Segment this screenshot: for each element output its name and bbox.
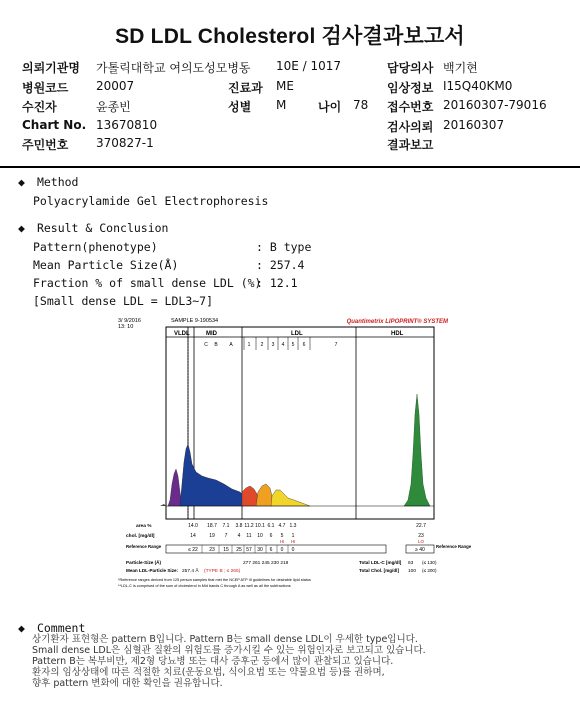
chart-value: 13670810 [96, 118, 158, 132]
area-value: 7.1 [222, 523, 230, 529]
chart-label: Chart No. [22, 118, 87, 132]
chol-value: 5 [280, 533, 284, 539]
ref-value: ≤ 22 [188, 547, 198, 553]
age-label: 나이 [318, 100, 342, 114]
receipt-label: 접수번호 [387, 100, 434, 114]
doctor-label: 담당의사 [387, 61, 434, 75]
figure-date: 3/ 9/2016 [118, 318, 141, 324]
ref-label: Reference Range [126, 544, 162, 549]
area-label: area % [136, 524, 152, 529]
sdldl-note: [Small dense LDL = LDL3~7] [33, 294, 214, 308]
institution-value: 가톨릭대학교 여의도성모병동 [96, 61, 251, 75]
lipoprint-figure [116, 314, 472, 591]
hospital-code-label: 병원코드 [22, 81, 69, 95]
figure-sample: SAMPLE 9-190534 [171, 318, 219, 324]
footnote-1: *Reference ranges derived from 125 person samples that met the NCEP ATP III guidelines for desirable lipid status [118, 578, 311, 582]
chol-value: 6 [269, 533, 273, 539]
ref-value: 30 [257, 547, 263, 553]
sub-band-label: 5 [291, 342, 295, 348]
result-heading: ◆ Result & Conclusion [18, 221, 169, 235]
chol-hdl: 23 [418, 533, 424, 539]
total-chol-value: 100 [408, 569, 417, 574]
psize-label: Particle-Size (Å) [126, 560, 161, 565]
chol-value: 4 [237, 533, 241, 539]
total-chol-ref: (≤ 200) [422, 568, 437, 573]
method-heading: ◆ Method [18, 175, 79, 189]
ref-value: 0 [291, 547, 295, 553]
header-divider [0, 166, 580, 168]
band-label-hdl: HDL [391, 331, 404, 337]
resident-label: 주민번호 [22, 138, 69, 152]
chol-label: chol. [mg/dl] [126, 534, 155, 539]
chol-value: 11 [246, 533, 252, 539]
clinical-value: I15Q40KM0 [443, 79, 513, 93]
sub-band-label: 7 [334, 342, 338, 348]
sub-band-label: C [204, 342, 208, 348]
footnote-2: **LDL-C is comprised of the sum of cholesterol in Mid bands C through A as well as all the subfractions [118, 584, 291, 588]
sex-label: 성별 [228, 100, 252, 114]
band-label-vldl: VLDL [174, 331, 190, 337]
lo-flag: LO [417, 539, 425, 544]
sub-band-label: B [214, 342, 218, 348]
chol-value: 7 [224, 533, 228, 539]
ref-value: 57 [246, 547, 252, 553]
comment-heading: ◆ Comment [18, 621, 86, 635]
sub-band-label: 1 [247, 342, 251, 348]
mean-type: (TYPE B ; ≤ 265) [204, 569, 241, 574]
dept-value: ME [276, 79, 294, 93]
doctor-value: 백기현 [443, 61, 478, 75]
area-value: 6.1 [267, 523, 275, 529]
diamond-bullet-icon: ◆ [18, 175, 25, 189]
area-value: 1.3 [289, 523, 297, 529]
area-hdl: 22.7 [416, 523, 426, 529]
sub-band-label: 6 [302, 342, 306, 348]
chol-value: 14 [190, 533, 196, 539]
patient-value: 윤종빈 [96, 100, 131, 114]
method-text: Polyacrylamide Gel Electrophoresis [33, 194, 269, 208]
chol-value: 1 [291, 533, 295, 539]
sub-band-label: A [229, 342, 233, 348]
ref-value: 15 [223, 547, 229, 553]
comment-line: Small dense LDL은 심혈관 질환의 위험도를 증가시킬 수 있는 위험인자로 보고되고 있습니다. [32, 645, 426, 656]
total-ldl-ref: (≤ 130) [422, 560, 437, 565]
mean-value: 257.4 Å [182, 569, 199, 574]
total-ldl-value: 63 [408, 561, 414, 566]
psize-values: 277 261 245 230 218 [243, 561, 289, 566]
area-value: 14.0 [188, 523, 198, 529]
patient-label: 수진자 [22, 100, 57, 114]
report-title: SD LDL Cholesterol 검사결과보고서 [115, 25, 465, 48]
band-label-mid: MID [206, 331, 217, 337]
institution-label: 의뢰기관명 [22, 61, 80, 75]
area-value: 10.1 [255, 523, 265, 529]
band-label-ldl: LDL [291, 331, 303, 337]
comment-line: 향후 pattern 변화에 대한 확인을 권유합니다. [32, 678, 223, 689]
ref-row [188, 545, 294, 553]
brand-logo: Quantimetrix LIPOPRINT® SYSTEM [346, 319, 448, 325]
comment-line: 상기환자 표현형은 pattern B입니다. Pattern B는 small dense LDL이 우세한 type입니다. [32, 634, 418, 645]
pattern-value: : B type [256, 240, 312, 254]
sub-band-label: 4 [281, 342, 285, 348]
pattern-label: Pattern(phenotype) [33, 240, 158, 254]
hi-flag-2: HI [290, 539, 296, 544]
area-value: 11.2 [244, 523, 254, 529]
comment-line: Pattern B는 복부비만, 제2형 당뇨병 또는 대사 증후군 등에서 많이 관찰되고 있습니다. [32, 656, 394, 667]
area-value: 3.8 [235, 523, 243, 529]
fraction-label: Fraction % of small dense LDL (%) [33, 276, 262, 290]
mps-label: Mean Particle Size(Å) [33, 258, 179, 272]
hi-flag-1: HI [279, 539, 285, 544]
fraction-value: : 12.1 [256, 276, 298, 290]
ref-hdl: ≥ 40 [415, 547, 425, 553]
mean-label: Mean LDL-Particle Size: [126, 568, 179, 573]
ward-value: 10E / 1017 [276, 59, 342, 73]
request-date-label: 검사의뢰 [387, 120, 434, 134]
sub-band-label: 3 [271, 342, 275, 348]
sex-value: M [276, 98, 287, 112]
ref-label-right: Reference Range [436, 544, 472, 549]
chol-value: 10 [257, 533, 263, 539]
baseline-trace [160, 504, 166, 506]
diamond-bullet-icon: ◆ [18, 221, 25, 235]
comment-line: 환자의 임상상태에 따른 적절한 치료(운동요법, 식이요법 또는 약물요법 등)를 권하며, [32, 667, 385, 678]
ref-box [166, 545, 386, 553]
age-value: 78 [353, 98, 369, 112]
area-value: 4.7 [278, 523, 286, 529]
hospital-code-value: 20007 [96, 79, 135, 93]
clinical-label: 임상정보 [387, 81, 434, 95]
total-ldl-label: Total LDL-C [mg/dl] [359, 560, 402, 565]
figure-time: 13: 10 [118, 324, 134, 330]
resident-value: 370827-1 [96, 136, 154, 150]
area-row [188, 523, 297, 529]
total-chol-label: Total Chol. [mg/dl] [359, 568, 399, 573]
sub-band-label: 2 [260, 342, 264, 348]
area-value: 18.7 [207, 523, 217, 529]
chol-value: 19 [209, 533, 215, 539]
mps-value: : 257.4 [256, 258, 305, 272]
dept-label: 진료과 [228, 81, 263, 95]
ref-value: 23 [209, 547, 215, 553]
ref-value: 0 [280, 547, 284, 553]
receipt-value: 20160307-79016 [443, 98, 547, 112]
diamond-bullet-icon: ◆ [18, 621, 25, 635]
report-date-label: 결과보고 [387, 138, 434, 152]
ref-value: 25 [236, 547, 242, 553]
request-date-value: 20160307 [443, 118, 505, 132]
ref-value: 6 [269, 547, 273, 553]
